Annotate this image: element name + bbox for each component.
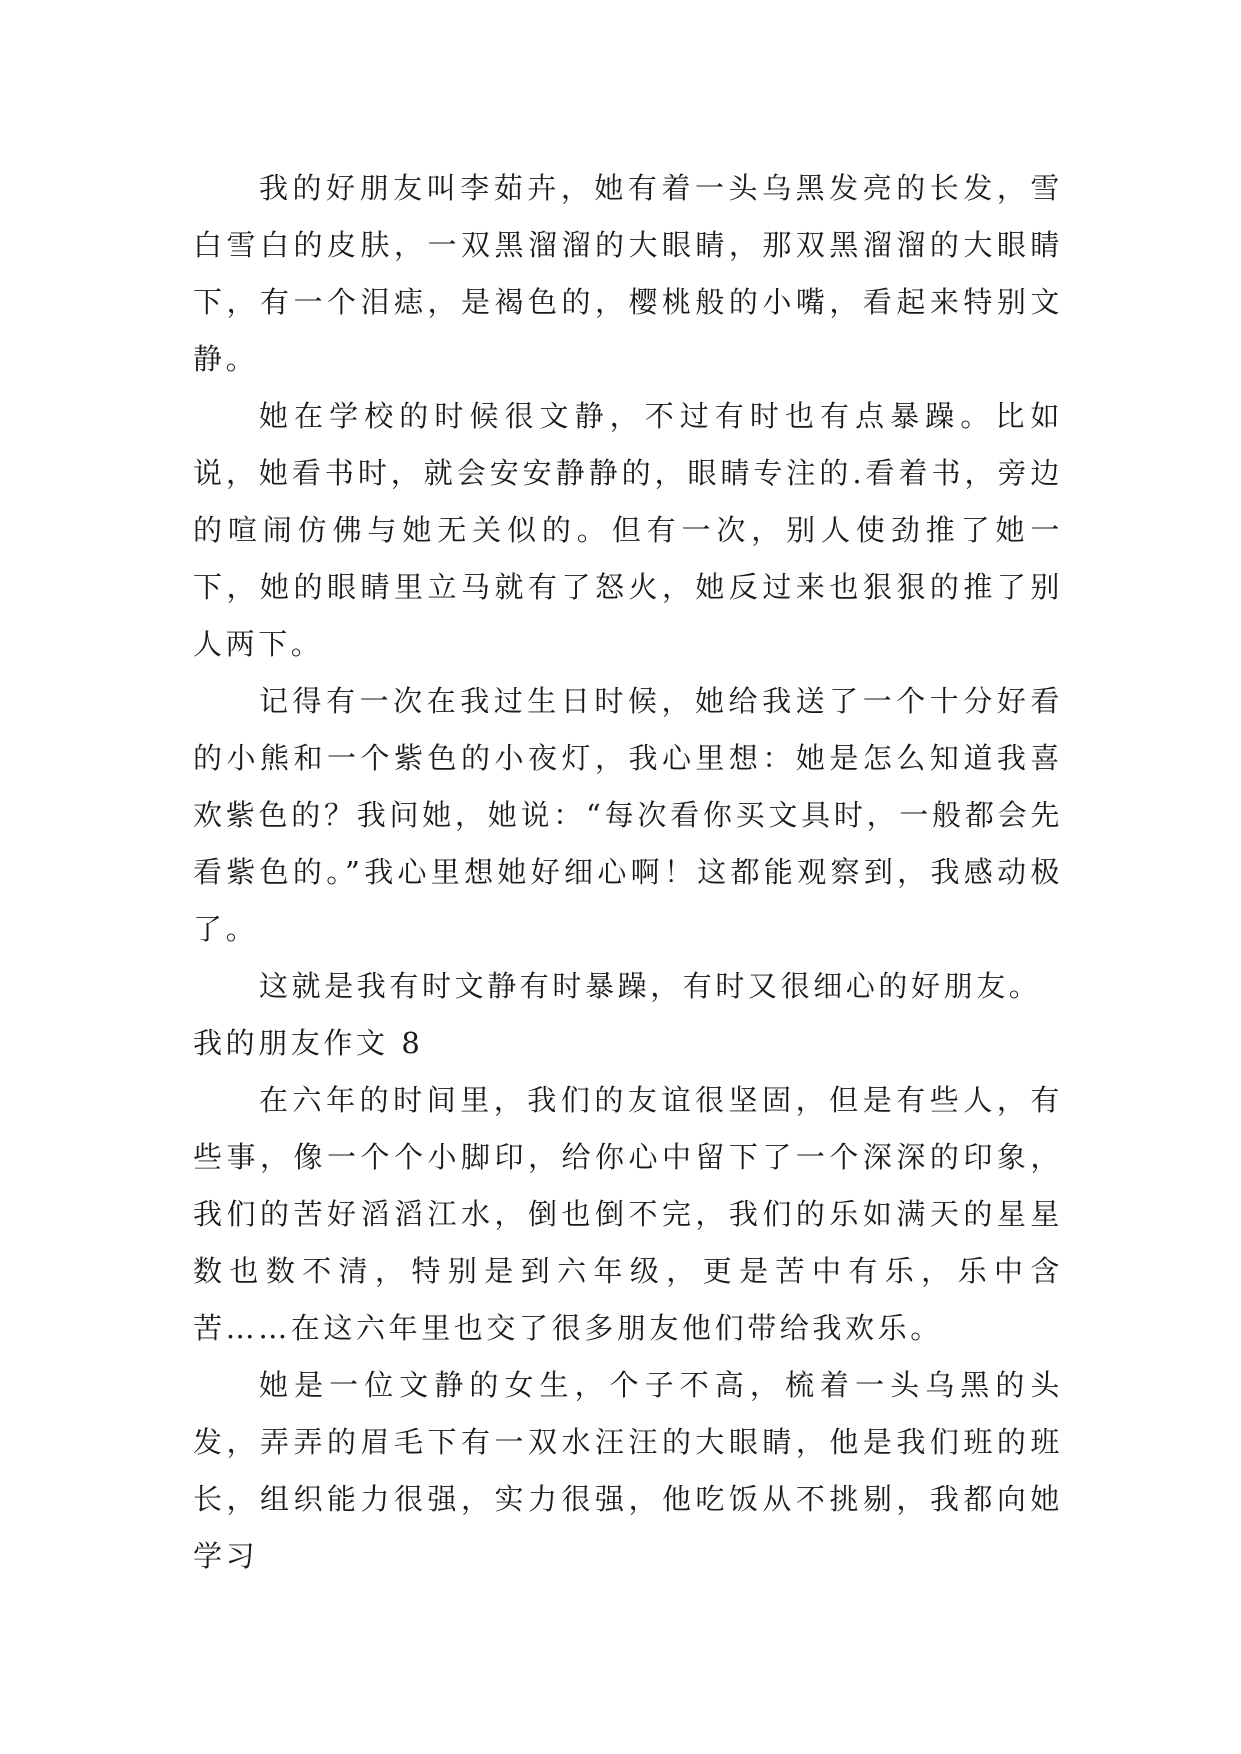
document-body (193, 160, 1063, 1585)
paragraph-conclusion: 这就是我有时文静有时暴躁，有时又很细心的好朋友。 (259, 969, 1042, 1003)
paragraph-friend-appearance: 我的好朋友叫李茹卉，她有着一头乌黑发亮的长发，雪白雪白的皮肤，一双黑溜溜的大眼睛，那双黑溜溜的大眼睛下，有一个泪痣，是褐色的，樱桃般的小嘴，看起来特别文静。 (193, 171, 1063, 376)
essay-heading: 我的朋友作文 8 (193, 1026, 424, 1060)
paragraph-six-years: 在六年的时间里，我们的友谊很坚固，但是有些人，有些事，像一个个小脚印，给你心中留下了一个深深的印象，我们的苦好滔滔江水，倒也倒不完，我们的乐如满天的星星数也数不清，特别是到六年级，更是苦中有乐，乐中含苦……在这六年里也交了很多朋友他们带给我欢乐。 (193, 1083, 1063, 1345)
paragraph-friend-personality: 她在学校的时候很文静，不过有时也有点暴躁。比如说，她看书时，就会安安静静的，眼睛专注的.看着书，旁边的喧闹仿佛与她无关似的。但有一次，别人使劲推了她一下，她的眼睛里立马就有了怒火，她反过来也狠狠的推了别人两下。 (193, 399, 1063, 661)
paragraph-birthday-gift: 记得有一次在我过生日时候，她给我送了一个十分好看的小熊和一个紫色的小夜灯，我心里想：她是怎么知道我喜欢紫色的？我问她，她说：“每次看你买文具时，一般都会先看紫色的。”我心里想她好细心啊！这都能观察到，我感动极了。 (193, 684, 1063, 946)
paragraph-class-monitor: 她是一位文静的女生，个子不高，梳着一头乌黑的头发，弄弄的眉毛下有一双水汪汪的大眼睛，他是我们班的班长，组织能力很强，实力很强，他吃饭从不挑剔，我都向她学习 (193, 1368, 1063, 1573)
